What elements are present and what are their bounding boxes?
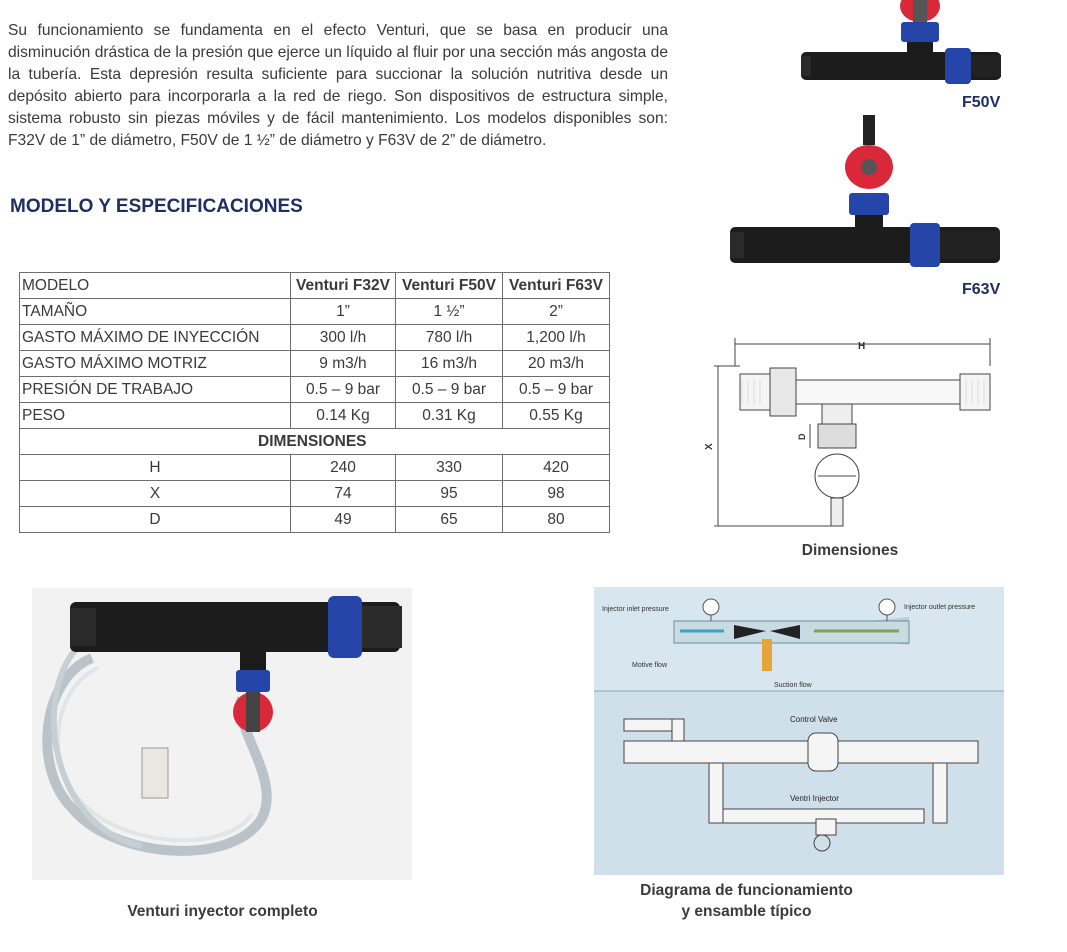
cell-value: 80: [503, 507, 610, 533]
table-row: [20, 299, 610, 325]
cell-value: 16 m3/h: [396, 351, 503, 377]
f63v-label: F63V: [962, 281, 1001, 298]
cell-value: 1”: [291, 299, 396, 325]
cell-value: 74: [291, 481, 396, 507]
cell-value: 2”: [503, 299, 610, 325]
cell-value: 0.5 – 9 bar: [503, 377, 610, 403]
dim-h-label: H: [858, 341, 866, 352]
motive-flow-label: Motive flow: [632, 662, 668, 669]
cell-value: 0.31 Kg: [396, 403, 503, 429]
outlet-pressure-label: Injector outlet pressure: [904, 604, 976, 611]
dimension-drawing: [700, 330, 1000, 535]
inlet-pressure-label: Injector inlet pressure: [602, 606, 669, 613]
cell-value: 0.14 Kg: [291, 403, 396, 429]
header-modelo: MODELO: [20, 273, 291, 299]
row-label: GASTO MÁXIMO MOTRIZ: [20, 351, 291, 377]
section-title: MODELO Y ESPECIFICACIONES: [10, 196, 303, 217]
specifications-table: [19, 272, 610, 533]
row-label: GASTO MÁXIMO DE INYECCIÓN: [20, 325, 291, 351]
cell-value: 0.5 – 9 bar: [291, 377, 396, 403]
dimensions-caption: Dimensiones: [801, 542, 899, 559]
dim-label: H: [20, 455, 291, 481]
dim-label: D: [20, 507, 291, 533]
row-label: PESO: [20, 403, 291, 429]
diagram-caption-line1: Diagrama de funcionamiento: [640, 882, 853, 899]
cell-value: 20 m3/h: [503, 351, 610, 377]
table-row: [20, 507, 610, 533]
injector-photo-caption: Venturi inyector completo: [127, 903, 318, 920]
table-row: [20, 481, 610, 507]
f50v-product-image: [795, 0, 1010, 92]
row-label: TAMAÑO: [20, 299, 291, 325]
cell-value: 1 ½”: [396, 299, 503, 325]
dimensions-title: DIMENSIONES: [20, 429, 610, 455]
table-row: [20, 377, 610, 403]
diagram-caption-line2: y ensamble típico: [681, 903, 812, 920]
f63v-product-image: [725, 115, 1010, 275]
cell-value: 420: [503, 455, 610, 481]
row-label: PRESIÓN DE TRABAJO: [20, 377, 291, 403]
control-valve-label: Control Valve: [790, 715, 838, 724]
table-header-row: [20, 273, 610, 299]
f50v-label: F50V: [962, 94, 1001, 111]
cell-value: 0.5 – 9 bar: [396, 377, 503, 403]
cell-value: 780 l/h: [396, 325, 503, 351]
table-row: [20, 325, 610, 351]
cell-value: 95: [396, 481, 503, 507]
header-f50v: Venturi F50V: [396, 273, 503, 299]
header-f32v: Venturi F32V: [291, 273, 396, 299]
suction-flow-label: Suction flow: [774, 682, 812, 689]
dim-label: X: [20, 481, 291, 507]
cell-value: 9 m3/h: [291, 351, 396, 377]
cell-value: 65: [396, 507, 503, 533]
table-row: [20, 351, 610, 377]
dim-d-label: D: [797, 433, 807, 440]
cell-value: 330: [396, 455, 503, 481]
cell-value: 98: [503, 481, 610, 507]
ventri-injector-label: Ventri Injector: [790, 794, 839, 803]
operating-diagram: [594, 587, 1004, 875]
dim-x-label: X: [704, 443, 715, 450]
cell-value: 240: [291, 455, 396, 481]
cell-value: 300 l/h: [291, 325, 396, 351]
table-row: [20, 403, 610, 429]
cell-value: 0.55 Kg: [503, 403, 610, 429]
injector-photo: [32, 588, 412, 880]
dimensions-header-row: [20, 429, 610, 455]
intro-paragraph: Su funcionamiento se fundamenta en el efecto Venturi, que se basa en producir una disminución drástica de la presión que ejerce un líquido al fluir por una sección más angosta de la tubería. Esta depresión resulta suficiente para succionar la solución nutritiva desde un depósito abierto para incorporarla a la red de riego. Son dispositivos de estructura simple, sistema robusto sin piezas móviles y de fácil mantenimiento. Los modelos disponibles son: F32V de 1” de diámetro, F50V de 1 ½” de diámetro y F63V de 2” de diámetro.: [8, 22, 668, 149]
cell-value: 1,200 l/h: [503, 325, 610, 351]
header-f63v: Venturi F63V: [503, 273, 610, 299]
cell-value: 49: [291, 507, 396, 533]
table-row: [20, 455, 610, 481]
